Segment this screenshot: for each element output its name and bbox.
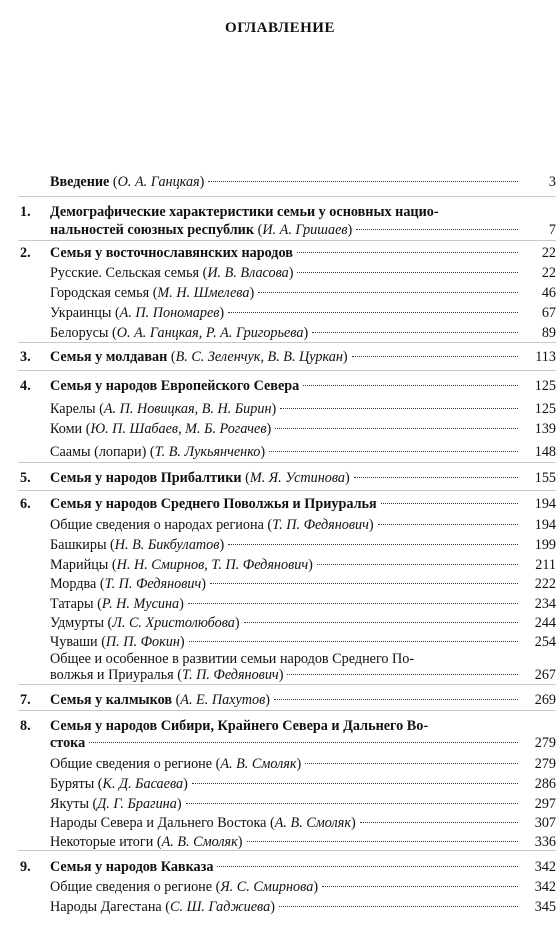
toc-entry[interactable]: Народы Дагестана (С. Ш. Гаджиева) 345: [0, 897, 560, 918]
entry-author: К. Д. Басаева: [102, 776, 184, 792]
page-number: 194: [534, 496, 556, 512]
chapter-number: 5.: [20, 470, 31, 486]
page-number: 234: [534, 596, 556, 612]
entry-title: Коми: [50, 421, 83, 437]
page-number: 89: [541, 325, 556, 341]
entry-title: Демографические характеристики семьи у основных нацио-: [50, 204, 439, 220]
entry-title: Русские. Сельская семья: [50, 265, 200, 281]
dot-leader: [360, 821, 518, 823]
page-title: ОГЛАВЛЕНИЕ: [225, 20, 335, 36]
page-number: 3: [548, 174, 556, 190]
toc-entry[interactable]: Общие сведения о народах региона (Т. П. Федянович) 194: [0, 515, 560, 536]
toc-entry[interactable]: Карелы (А. П. Новицкая, В. Н. Бирин) 125: [0, 399, 560, 420]
dot-leader: [210, 582, 518, 584]
toc-entry[interactable]: Якуты (Д. Г. Брагина) 297: [0, 794, 560, 815]
chapter-number: 4.: [20, 378, 31, 394]
dot-leader: [279, 905, 518, 907]
toc-entry[interactable]: Некоторые итоги (А. В. Смоляк) 336: [0, 832, 560, 853]
entry-title: Украинцы: [50, 305, 112, 321]
entry-author: И. А. Гришаев: [262, 222, 348, 238]
dot-leader: [352, 355, 518, 357]
entry-title: нальностей союзных республик: [50, 222, 255, 238]
entry-author: Л. С. Христолюбова: [112, 615, 235, 631]
toc-entry[interactable]: 3. Семья у молдаван (В. С. Зеленчук, В. В. Цуркан) 113: [0, 347, 560, 368]
entry-author: П. П. Фокин: [105, 634, 180, 650]
toc-entry[interactable]: Удмурты (Л. С. Христолюбова) 244: [0, 613, 560, 634]
dot-leader: [89, 741, 518, 743]
dot-leader: [269, 450, 518, 452]
entry-title: Буряты: [50, 776, 95, 792]
entry-author: Т. В. Лукьянченко: [154, 444, 261, 460]
toc-entry[interactable]: Саамы (лопари) (Т. В. Лукьянченко) 148: [0, 442, 560, 463]
toc-entry[interactable]: 5. Семья у народов Прибалтики (М. Я. Устинова) 155: [0, 468, 560, 489]
dot-leader: [274, 698, 518, 700]
toc-entry[interactable]: Чуваши (П. П. Фокин) 254: [0, 632, 560, 653]
section-divider: [18, 342, 556, 343]
entry-author: Д. Г. Брагина: [97, 796, 177, 812]
page-number: 222: [534, 576, 556, 592]
entry-author: А. Е. Пахутов: [180, 692, 266, 708]
page-number: 139: [534, 421, 556, 437]
entry-author: М. Н. Шмелева: [157, 285, 250, 301]
dot-leader: [287, 673, 518, 675]
page-number: 148: [534, 444, 556, 460]
entry-title: Карелы: [50, 401, 96, 417]
dot-leader: [186, 802, 518, 804]
entry-title: Татары: [50, 596, 94, 612]
entry-author: Т. П. Федянович: [272, 517, 369, 533]
section-divider: [18, 370, 556, 371]
toc-entry[interactable]: Белорусы (О. А. Ганцкая, Р. А. Григорьева) 89: [0, 323, 560, 344]
entry-title: Марийцы: [50, 557, 109, 573]
page-number: 22: [541, 265, 556, 281]
entry-author: М. Я. Устинова: [249, 470, 346, 486]
page-number: 7: [548, 222, 556, 238]
chapter-number: 7.: [20, 692, 31, 708]
dot-leader: [297, 251, 518, 253]
entry-title: Удмурты: [50, 615, 104, 631]
chapter-number: 3.: [20, 349, 31, 365]
entry-author: И. В. Власова: [207, 265, 289, 281]
entry-author: С. Ш. Гаджиева: [170, 899, 271, 915]
section-divider: [18, 196, 556, 197]
section-divider: [18, 490, 556, 491]
page-number: 155: [534, 470, 556, 486]
entry-title: Народы Дагестана: [50, 899, 162, 915]
entry-title: Общие сведения о народах региона: [50, 517, 264, 533]
dot-leader: [188, 602, 518, 604]
entry-title: Семья у народов Европейского Севера: [50, 378, 300, 394]
entry-title: Общее и особенное в развитии семьи народов Среднего По-: [50, 651, 415, 667]
entry-title: Семья у народов Сибири, Крайнего Севера и Дальнего Во-: [50, 718, 429, 734]
page-number: 307: [534, 815, 556, 831]
section-divider: [18, 462, 556, 463]
chapter-number: 8.: [20, 718, 31, 734]
page-number: 279: [534, 735, 556, 751]
dot-leader: [280, 407, 518, 409]
toc-entry[interactable]: [0, 494, 560, 515]
entry-title: Семья у молдаван: [50, 349, 168, 365]
entry-title: Якуты: [50, 796, 89, 812]
dot-leader: [378, 523, 518, 525]
entry-author: Н. Н. Смирнов, Т. П. Федянович: [116, 557, 309, 573]
toc-entry[interactable]: Татары (Р. Н. Мусина) 234: [0, 594, 560, 615]
entry-title: Саамы (лопари): [50, 444, 147, 460]
entry-author: Т. П. Федянович: [181, 667, 279, 683]
toc-entry[interactable]: [0, 376, 560, 397]
page-number: 254: [534, 634, 556, 650]
toc-entry[interactable]: Мордва (Т. П. Федянович) 222: [0, 574, 560, 595]
toc-entry[interactable]: Марийцы (Н. Н. Смирнов, Т. П. Федянович) 211: [0, 555, 560, 576]
dot-leader: [244, 621, 518, 623]
toc-entry[interactable]: Городская семья (М. Н. Шмелева) 46: [0, 283, 560, 304]
entry-author: О. А. Ганцкая, Р. А. Григорьева: [116, 325, 304, 341]
dot-leader: [258, 291, 518, 293]
entry-title: Семья у калмыков: [50, 692, 173, 708]
page-number: 345: [534, 899, 556, 915]
page-number: 113: [535, 349, 556, 365]
chapter-number: 2.: [20, 245, 31, 261]
page-number: 244: [534, 615, 556, 631]
page-number: 286: [534, 776, 556, 792]
entry-title: Некоторые итоги: [50, 834, 154, 850]
toc-entry[interactable]: [0, 243, 560, 264]
toc-entry[interactable]: Введение (О. А. Ганцкая) 3: [0, 172, 560, 193]
page-number: 267: [534, 667, 556, 683]
entry-title: Семья у восточнославянских народов: [50, 245, 293, 261]
dot-leader: [228, 311, 518, 313]
section-divider: [18, 240, 556, 241]
toc-entry[interactable]: волжья и Приуралья (Т. П. Федянович) 267: [0, 665, 560, 686]
entry-title: Семья у народов Кавказа: [50, 859, 214, 875]
dot-leader: [275, 427, 518, 429]
section-divider: [18, 850, 556, 851]
toc-entry[interactable]: Народы Севера и Дальнего Востока (А. В. Смоляк) 307: [0, 813, 560, 834]
dot-leader: [317, 563, 518, 565]
entry-author: Я. С. Смирнова: [220, 879, 314, 895]
toc-entry[interactable]: Общие сведения о регионе (Я. С. Смирнова) 342: [0, 877, 560, 898]
page-number: 279: [534, 756, 556, 772]
entry-title: Башкиры: [50, 537, 107, 553]
entry-author: В. С. Зеленчук, В. В. Цуркан: [175, 349, 343, 365]
dot-leader: [217, 865, 518, 867]
page-number: 342: [534, 859, 556, 875]
page-number: 46: [541, 285, 556, 301]
entry-title: Белорусы: [50, 325, 109, 341]
chapter-number: 1.: [20, 204, 31, 220]
entry-author: Ю. П. Шабаев, М. Б. Рогачев: [90, 421, 267, 437]
entry-title: Общие сведения о регионе: [50, 879, 213, 895]
entry-title: Семья у народов Прибалтики: [50, 470, 242, 486]
entry-author: А. В. Смоляк: [220, 756, 297, 772]
entry-author: А. П. Новицкая, В. Н. Бирин: [103, 401, 272, 417]
entry-title: Народы Севера и Дальнего Востока: [50, 815, 267, 831]
entry-title: Мордва: [50, 576, 97, 592]
dot-leader: [305, 762, 518, 764]
dot-leader: [356, 228, 518, 230]
dot-leader: [297, 271, 518, 273]
toc-entry[interactable]: [0, 857, 560, 878]
entry-author: О. А. Ганцкая: [117, 174, 200, 190]
toc-entry[interactable]: Буряты (К. Д. Басаева) 286: [0, 774, 560, 795]
entry-author: А. В. Смоляк: [274, 815, 351, 831]
entry-author: А. В. Смоляк: [161, 834, 238, 850]
section-divider: [18, 684, 556, 685]
toc-entry[interactable]: [0, 733, 560, 754]
toc-entry[interactable]: Башкиры (Н. В. Бикбулатов) 199: [0, 535, 560, 556]
toc-entry[interactable]: Общие сведения о регионе (А. В. Смоляк) 279: [0, 754, 560, 775]
page-number: 125: [534, 378, 556, 394]
toc-entry[interactable]: нальностей союзных республик (И. А. Гришаев) 7: [0, 220, 560, 241]
page-number: 269: [534, 692, 556, 708]
dot-leader: [208, 180, 518, 182]
dot-leader: [228, 543, 518, 545]
entry-title: волжья и Приуралья: [50, 667, 174, 683]
section-divider: [18, 710, 556, 711]
dot-leader: [354, 476, 518, 478]
page-number: 67: [541, 305, 556, 321]
page-number: 297: [534, 796, 556, 812]
toc-entry[interactable]: Украинцы (А. П. Пономарев) 67: [0, 303, 560, 324]
entry-author: Р. Н. Мусина: [101, 596, 180, 612]
entry-title: Введение: [50, 174, 110, 190]
entry-author: Н. В. Бикбулатов: [114, 537, 220, 553]
entry-title: Городская семья: [50, 285, 150, 301]
chapter-number: 9.: [20, 859, 31, 875]
entry-title: Общие сведения о регионе: [50, 756, 213, 772]
dot-leader: [322, 885, 518, 887]
toc-entry[interactable]: Коми (Ю. П. Шабаев, М. Б. Рогачев) 139: [0, 419, 560, 440]
toc-entry[interactable]: Русские. Сельская семья (И. В. Власова) 22: [0, 263, 560, 284]
page-number: 211: [535, 557, 556, 573]
chapter-number: 6.: [20, 496, 31, 512]
entry-author: Т. П. Федянович: [104, 576, 202, 592]
page-number: 125: [534, 401, 556, 417]
entry-title: Семья у народов Среднего Поволжья и Приуралья: [50, 496, 377, 512]
page-number: 336: [534, 834, 556, 850]
dot-leader: [312, 331, 518, 333]
page-number: 22: [541, 245, 556, 261]
dot-leader: [189, 640, 518, 642]
dot-leader: [303, 384, 518, 386]
entry-author: А. П. Пономарев: [119, 305, 220, 321]
dot-leader: [247, 840, 518, 842]
entry-title: Чуваши: [50, 634, 98, 650]
page-number: 342: [534, 879, 556, 895]
entry-title: стока: [50, 735, 86, 751]
page-number: 194: [534, 517, 556, 533]
toc-entry[interactable]: 7. Семья у калмыков (А. Е. Пахутов) 269: [0, 690, 560, 711]
page-number: 199: [534, 537, 556, 553]
dot-leader: [381, 502, 518, 504]
dot-leader: [192, 782, 518, 784]
